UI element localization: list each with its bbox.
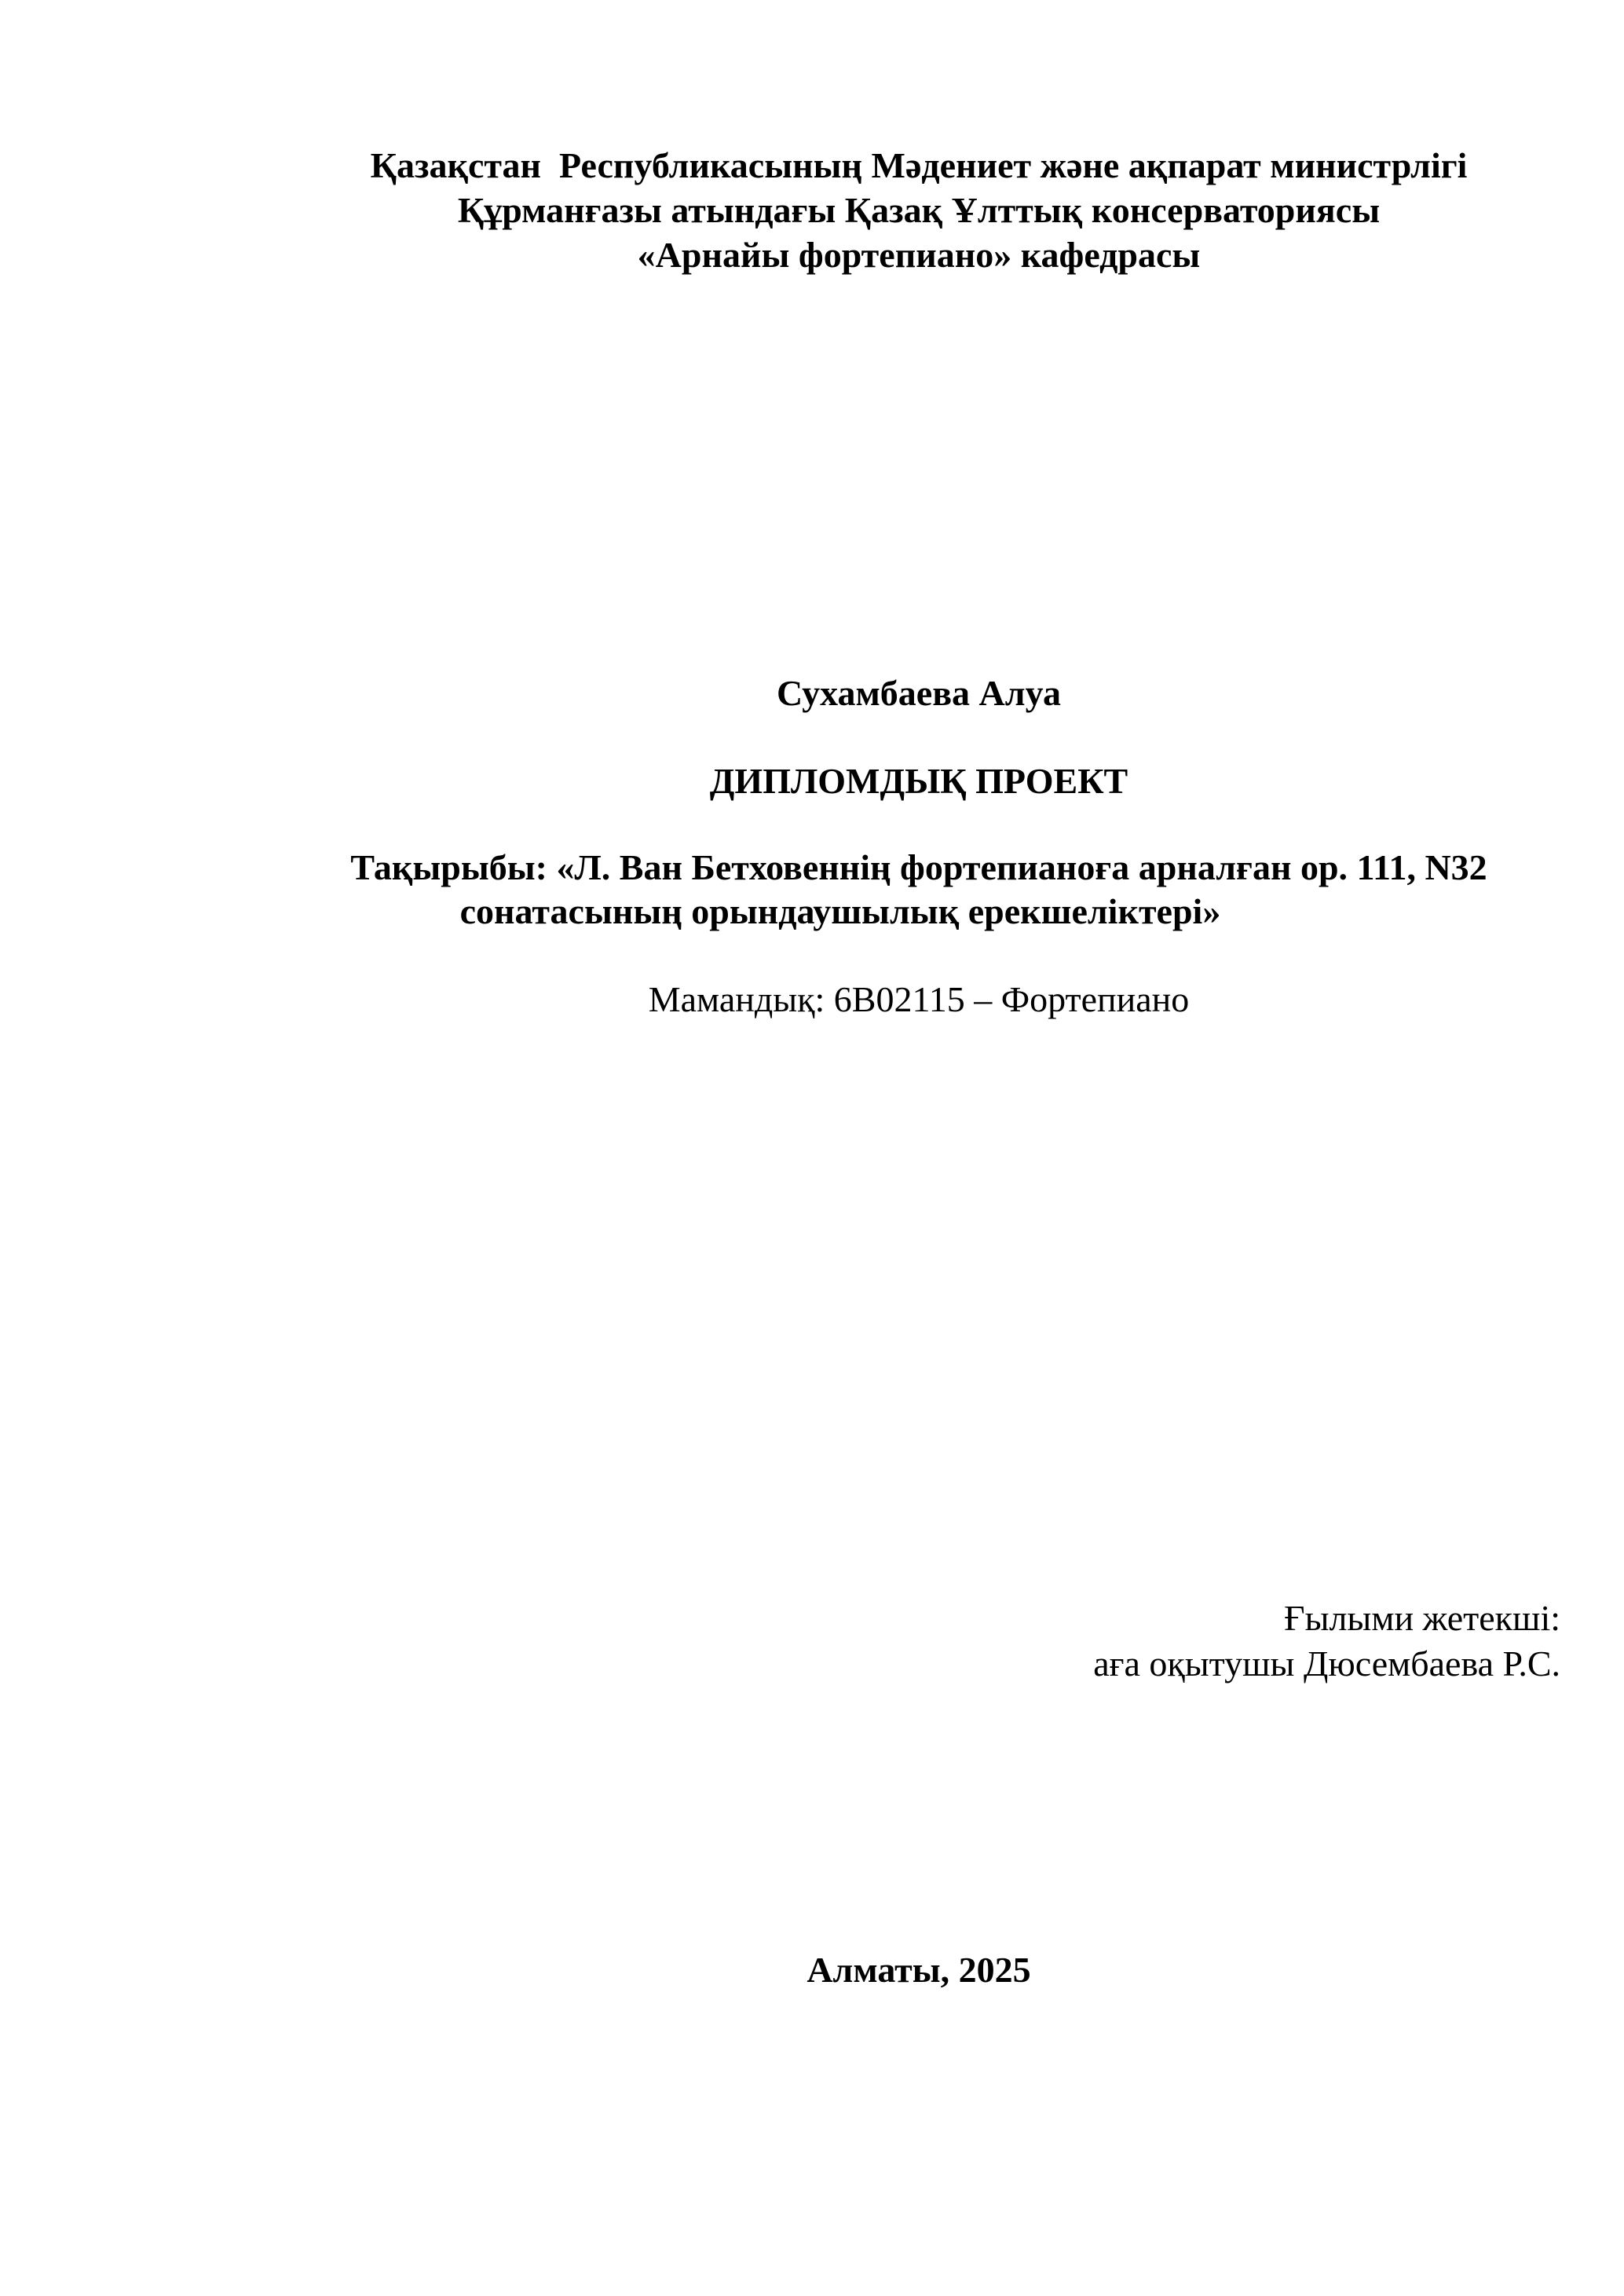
topic-line-2: сонатасының орындаушылық ерекшеліктері» (459, 891, 1221, 931)
document-type: ДИПЛОМДЫҚ ПРОЕКТ (709, 761, 1128, 801)
city-year: Алматы, 2025 (807, 1950, 1031, 1990)
supervisor-name: аға оқытушы Дюсембаева Р.С. (1093, 1643, 1560, 1684)
specialty-line: Мамандық: 6В02115 – Фортепиано (648, 979, 1190, 1019)
ministry-title: Қазақстан Республикасының Мәдениет және ақпарат министрлігі (370, 145, 1468, 185)
department-title: «Арнайы фортепиано» кафедрасы (637, 235, 1201, 275)
conservatory-title: Құрманғазы атындағы Қазақ Ұлттық консерваториясы (457, 190, 1381, 230)
supervisor-label: Ғылыми жетекші: (1283, 1598, 1560, 1638)
topic-line-1: Тақырыбы: «Л. Ван Бетховеннің фортепианоға арналған ор. 111, N32 (350, 847, 1487, 887)
author-name: Сухамбаева Алуа (777, 673, 1061, 713)
